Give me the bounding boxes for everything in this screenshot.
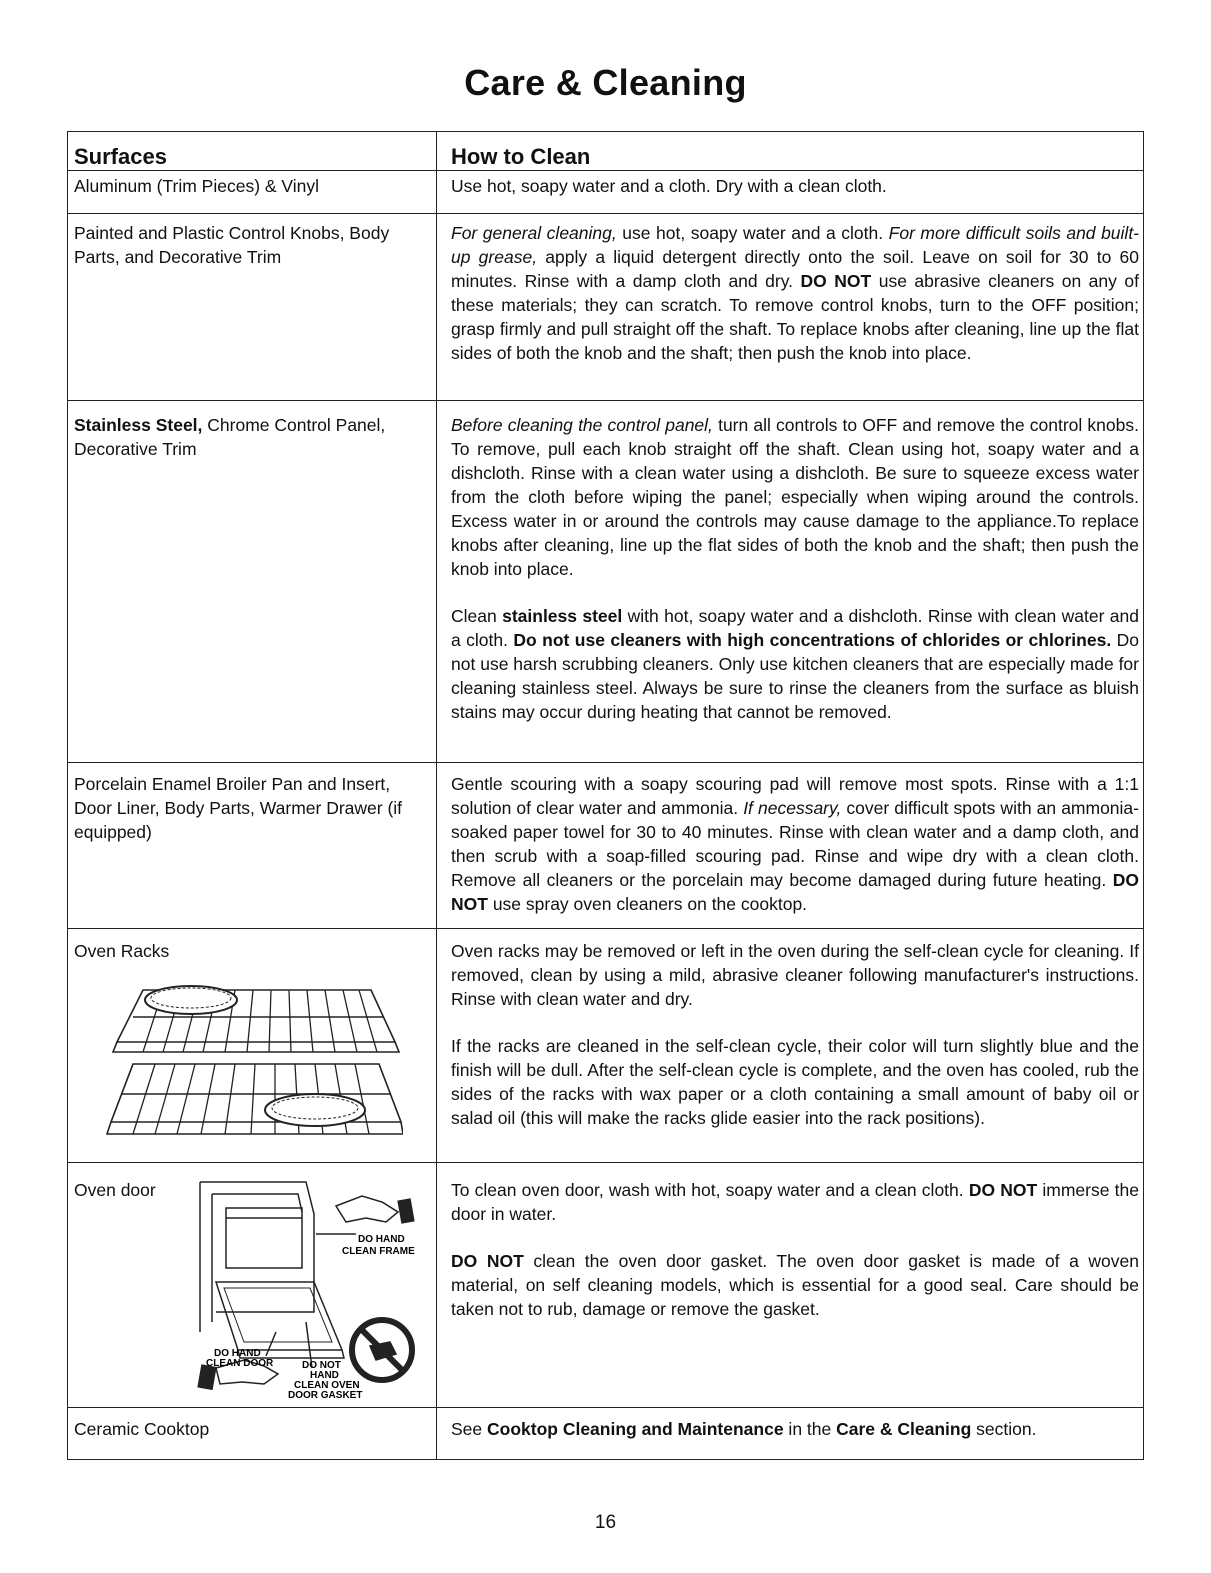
row-divider [68, 170, 1143, 171]
text: section. [971, 1419, 1037, 1439]
oven-racks-illustration [103, 972, 403, 1154]
label-gasket-1: DO NOT [302, 1360, 341, 1371]
text: Gentle scouring with a soapy scouring pad will remove most spots. Rinse with a 1:1 solution of clear water and ammonia. [451, 774, 1139, 818]
surface-stainless [74, 413, 429, 461]
label-gasket-3: CLEAN OVEN [294, 1380, 360, 1391]
warning-text: Do not use cleaners with high concentrations of chlorides or chlorines. [513, 630, 1112, 650]
column-divider [436, 132, 437, 1459]
text: immerse the door in water. [451, 1180, 1139, 1224]
surface-painted: Painted and Plastic Control Knobs, Body Parts, and Decorative Trim [74, 223, 390, 267]
warning-text: DO NOT [800, 271, 872, 291]
clean-oven-racks [451, 939, 1139, 1130]
care-cleaning-table [67, 131, 1144, 1460]
text: To clean oven door, wash with hot, soapy water and a clean cloth. [451, 1180, 969, 1200]
text: Clean [451, 606, 503, 626]
label-hand-clean-frame-1: DO HAND [358, 1234, 405, 1245]
label-hand-clean-door-2: CLEAN DOOR [206, 1358, 274, 1369]
text: with hot, soapy water and a dishcloth. Rinse with clean water and a cloth. [451, 606, 1140, 650]
text: turn all controls to OFF and remove the control knobs. To remove, pull each knob straight off the shaft. Clean using hot, soapy water and a dishcloth. Rinse with a clean water using a dishcloth. Be sure to squeeze excess water from the cloth before wiping the panel; especially when wiping around the controls. Excess water in or around the controls may cause damage to the appliance.To replace knobs after cleaning, line up the flat sides of both the knob and the shaft; then push the knob into place. [451, 415, 1139, 579]
clean-ceramic-cooktop [451, 1417, 1139, 1441]
page-title: Care & Cleaning [464, 62, 747, 103]
header-surfaces: Surfaces [74, 144, 167, 169]
label-gasket-2: HAND [310, 1370, 339, 1381]
text: cover difficult spots with an ammonia-soaked paper towel for 30 to 40 minutes. Rinse with clean water and a damp cloth, and then scrub with a soap-filled scouring pad. Rinse and wipe dry with a clean cloth. Remove all cleaners or the porcelain may become damaged during future heating. [451, 798, 1139, 890]
row-divider [68, 400, 1143, 401]
label-hand-clean-door-1: DO HAND [214, 1348, 261, 1359]
row-divider [68, 1162, 1143, 1163]
text: Do not use harsh scrubbing cleaners. Only use kitchen cleaners that are especially made for cleaning stainless steel. Always be sure to rinse the cleaners from the surface as bluish stains may occur during heating that cannot be removed. [451, 630, 1139, 722]
paragraph [451, 1249, 1139, 1321]
label-gasket-4: DOOR GASKET [288, 1390, 363, 1401]
row-divider [68, 213, 1143, 214]
clean-oven-door [451, 1178, 1139, 1321]
paragraph [451, 413, 1139, 581]
surface-ceramic-cooktop: Ceramic Cooktop [74, 1419, 210, 1439]
section-reference: Cooktop Cleaning and Maintenance [487, 1419, 784, 1439]
surface-aluminum: Aluminum (Trim Pieces) & Vinyl [74, 176, 320, 196]
warning-text: DO NOT [968, 1180, 1038, 1200]
text: Chrome Control Panel, Decorative Trim [74, 415, 386, 459]
header-how-to-clean: How to Clean [451, 144, 591, 169]
label-hand-clean-frame-2: CLEAN FRAME [342, 1246, 415, 1257]
italic-text: For more difficult soils and built-up grease, [451, 223, 1140, 267]
clean-porcelain [451, 772, 1139, 916]
surface-bold: Stainless Steel, [74, 415, 203, 435]
paragraph: If the racks are cleaned in the self-clean cycle, their color will turn slightly blue and the finish will be dull. After the self-clean cycle is complete, and the oven has cooled, rub the sides of the racks with wax paper or a cloth containing a small amount of baby oil or salad oil (this will make the racks glide easier into the rack positions). [451, 1036, 1139, 1128]
text: use spray oven cleaners on the cooktop. [487, 894, 808, 914]
warning-text: DO NOT [451, 1251, 524, 1271]
section-reference: Care & Cleaning [836, 1419, 972, 1439]
text: apply a liquid detergent directly onto the soil. Leave on soil for 30 to 60 minutes. Rinse with a damp cloth and dry. [451, 247, 1139, 291]
oven-door-illustration [186, 1172, 426, 1404]
text: use hot, soapy water and a cloth. [616, 223, 889, 243]
italic-text: For general cleaning, [451, 223, 617, 243]
bold-text: stainless steel [502, 606, 623, 626]
text: in the [783, 1419, 837, 1439]
surface-oven-racks: Oven Racks [74, 941, 170, 961]
clean-stainless [451, 413, 1139, 724]
text: clean the oven door gasket. The oven door gasket is made of a woven material, on self cleaning models, which is essential for a good seal. Care should be taken not to rub, damage or remove the gasket. [451, 1251, 1139, 1319]
page-number: 16 [594, 1512, 617, 1533]
row-divider [68, 1407, 1143, 1408]
paragraph [451, 1178, 1139, 1226]
surface-porcelain: Porcelain Enamel Broiler Pan and Insert, Door Liner, Body Parts, Warmer Drawer (if equipped) [74, 774, 403, 842]
surface-oven-door: Oven door [74, 1180, 156, 1200]
italic-text: If necessary, [743, 798, 842, 818]
clean-painted [451, 221, 1139, 365]
paragraph: Oven racks may be removed or left in the oven during the self-clean cycle for cleaning. If removed, clean by using a mild, abrasive cleaner following manufacturer's instructions. Rinse with clean water and dry. [451, 941, 1139, 1009]
clean-aluminum: Use hot, soapy water and a cloth. Dry with a clean cloth. [451, 176, 887, 196]
italic-text: Before cleaning the control panel, [451, 415, 713, 435]
paragraph [451, 604, 1139, 724]
warning-text: DO NOT [451, 870, 1139, 914]
text: use abrasive cleaners on any of these materials; they can scratch. To remove control knobs, turn to the OFF position; grasp firmly and pull straight off the shaft. To replace knobs after cleaning, line up the flat sides of both the knob and the shaft; then push the knob into place. [451, 271, 1139, 363]
text: See [451, 1419, 487, 1439]
row-divider [68, 762, 1143, 763]
row-divider [68, 928, 1143, 929]
